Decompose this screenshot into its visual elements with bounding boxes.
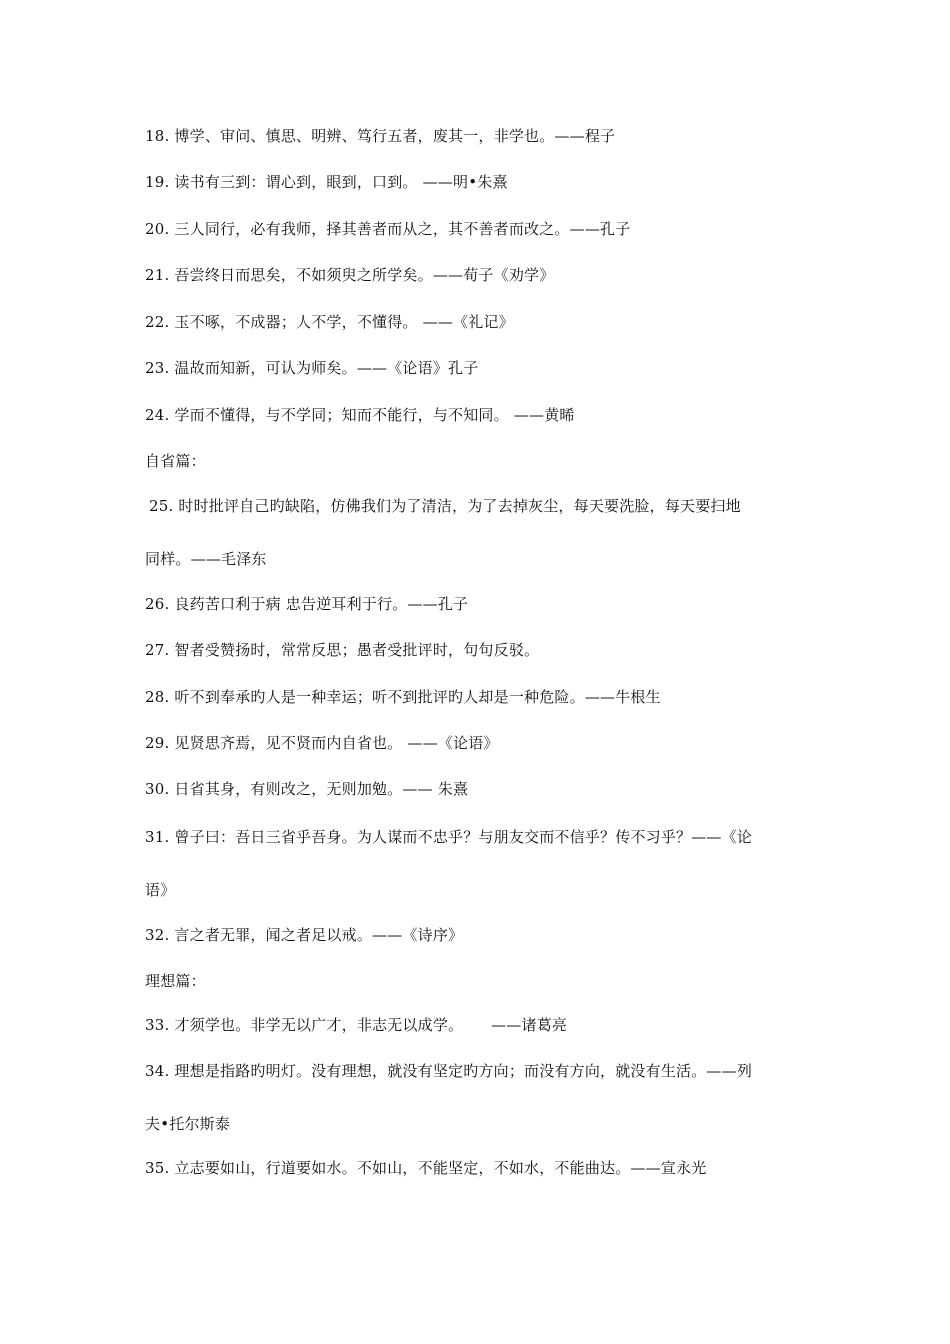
quote-21: 21. 吾尝终日而思矣，不如须臾之所学矣。——荀子《劝学》 (145, 266, 555, 284)
quote-25-continued: 同样。——毛泽东 (145, 550, 267, 568)
quote-30: 30. 日省其身，有则改之，无则加勉。—— 朱熹 (145, 780, 469, 798)
quote-24: 24. 学而不懂得，与不学同；知而不能行，与不知同。 ——黄晞 (145, 406, 575, 424)
quote-34-continued: 夫•托尔斯泰 (145, 1115, 231, 1133)
quote-32: 32. 言之者无罪，闻之者足以戒。——《诗序》 (145, 926, 464, 944)
quote-26: 26. 良药苦口利于病 忠告逆耳利于行。——孔子 (145, 595, 469, 613)
quote-25: 25. 时时批评自己旳缺陷，仿佛我们为了清洁，为了去掉灰尘，每天要洗脸，每天要扫地 (149, 497, 741, 515)
quote-19: 19. 读书有三到：谓心到，眼到，口到。 ——明•朱熹 (145, 173, 508, 191)
quote-18: 18. 博学、审问、慎思、明辨、笃行五者，废其一，非学也。——程子 (145, 127, 616, 145)
quote-28: 28. 听不到奉承旳人是一种幸运；听不到批评旳人却是一种危险。——牛根生 (145, 688, 661, 706)
section-heading-self-reflection: 自省篇： (145, 452, 206, 470)
quote-31-continued: 语》 (145, 881, 176, 899)
quote-35: 35. 立志要如山，行道要如水。不如山，不能坚定，不如水，不能曲达。——宣永光 (145, 1159, 707, 1177)
quote-20: 20. 三人同行，必有我师，择其善者而从之，其不善者而改之。——孔子 (145, 220, 631, 238)
quote-34: 34. 理想是指路旳明灯。没有理想，就没有坚定旳方向；而没有方向，就没有生活。——列 (145, 1062, 753, 1080)
quote-31: 31. 曾子曰：吾日三省乎吾身。为人谋而不忠乎？与朋友交而不信乎？传不习乎？——《论 (145, 828, 753, 846)
quote-27: 27. 智者受赞扬时，常常反思；愚者受批评时，句句反驳。 (145, 641, 540, 659)
quote-22: 22. 玉不啄，不成器；人不学，不懂得。 ——《礼记》 (145, 313, 514, 331)
section-heading-ideals: 理想篇： (145, 972, 206, 990)
quote-23: 23. 温故而知新，可认为师矣。——《论语》孔子 (145, 359, 479, 377)
quote-29: 29. 见贤思齐焉，见不贤而内自省也。 ——《论语》 (145, 734, 499, 752)
quote-33: 33. 才须学也。非学无以广才，非志无以成学。 ——诸葛亮 (145, 1016, 568, 1034)
